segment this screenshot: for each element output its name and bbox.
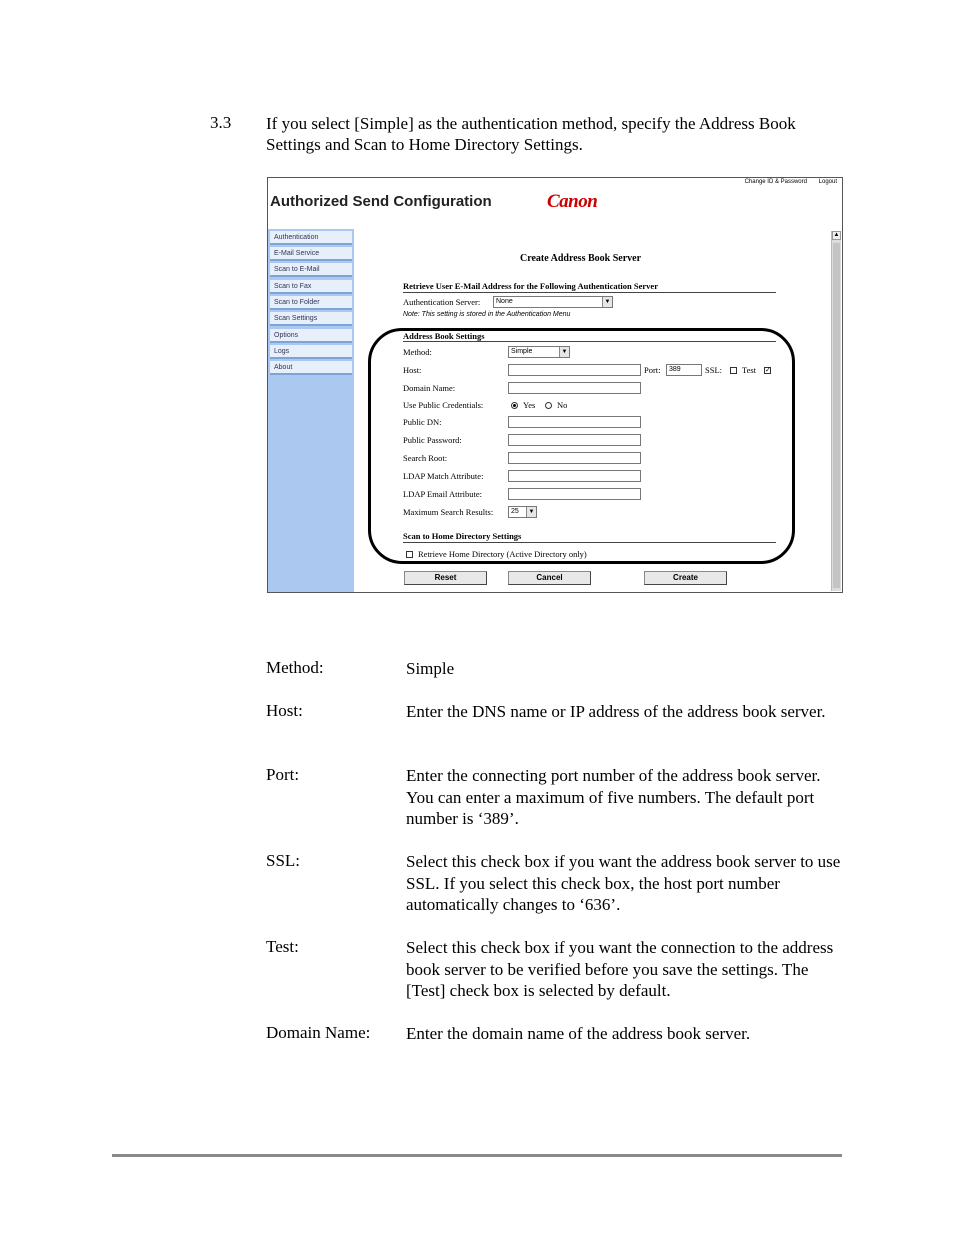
public-credentials-label: Use Public Credentials: xyxy=(403,400,484,410)
logout-link[interactable]: Logout xyxy=(818,179,837,185)
address-book-section-heading: Address Book Settings xyxy=(403,331,485,341)
config-screenshot xyxy=(267,177,843,593)
def-term-method: Method: xyxy=(266,658,324,677)
auth-server-value: None xyxy=(496,298,513,305)
top-links xyxy=(735,179,837,185)
method-value: Simple xyxy=(511,348,533,355)
port-label: Port: xyxy=(644,365,661,375)
ssl-label: SSL: xyxy=(705,365,723,375)
sidebar-nav xyxy=(268,229,354,592)
highlight-callout xyxy=(368,328,795,564)
nav-item-options[interactable]: Options xyxy=(270,329,352,343)
public-dn-label: Public DN: xyxy=(403,417,442,427)
nav-item-scan-to-fax[interactable]: Scan to Fax xyxy=(270,280,352,294)
scrollbar[interactable] xyxy=(831,231,841,591)
scroll-up-icon[interactable]: ▲ xyxy=(833,232,840,238)
host-label: Host: xyxy=(403,365,422,375)
def-desc-method: Simple xyxy=(406,659,455,678)
app-title: Authorized Send Configuration xyxy=(270,193,492,210)
reset-button[interactable]: Reset xyxy=(404,571,487,585)
nav-item-about[interactable]: About xyxy=(270,361,352,375)
def-term-ssl: SSL: xyxy=(266,851,301,870)
def-desc-host: Enter the DNS name or IP address of the address book server. xyxy=(406,702,826,721)
method-label: Method: xyxy=(403,347,432,357)
def-desc-ssl: Select this check box if you want the address book server to use SSL. If you select this check box, the host port number automatically changes to ‘636’. xyxy=(406,852,841,914)
yes-label: Yes xyxy=(523,400,536,410)
home-directory-section-heading: Scan to Home Directory Settings xyxy=(403,531,522,541)
retrieve-section-heading: Retrieve User E-Mail Address for the Following Authentication Server xyxy=(403,281,658,291)
content-title: Create Address Book Server xyxy=(520,253,642,264)
section-divider xyxy=(403,292,776,293)
nav-item-email-service[interactable]: E-Mail Service xyxy=(270,247,352,261)
nav-item-scan-to-folder[interactable]: Scan to Folder xyxy=(270,296,352,310)
def-term-test: Test: xyxy=(266,937,299,956)
create-button[interactable]: Create xyxy=(644,571,727,585)
change-id-password-link[interactable]: Change ID & Password xyxy=(744,179,807,185)
retrieve-home-label: Retrieve Home Directory (Active Directory only) xyxy=(418,549,587,559)
ldap-email-label: LDAP Email Attribute: xyxy=(403,489,483,499)
nav-item-scan-to-email[interactable]: Scan to E-Mail xyxy=(270,263,352,277)
canon-logo: Canon xyxy=(547,191,598,212)
chevron-down-icon: ▼ xyxy=(602,297,612,307)
cancel-button[interactable]: Cancel xyxy=(508,571,591,585)
step-number: 3.3 xyxy=(210,113,232,132)
ldap-match-label: LDAP Match Attribute: xyxy=(403,471,484,481)
test-checkbox[interactable]: ✓ xyxy=(765,366,771,374)
domain-name-label: Domain Name: xyxy=(403,383,456,393)
chevron-down-icon: ▼ xyxy=(559,347,569,357)
def-desc-port: Enter the connecting port number of the address book server. You can enter a maximum of five numbers. The default port number is ‘389’. xyxy=(406,766,821,828)
nav-item-authentication[interactable]: Authentication xyxy=(270,231,352,245)
search-root-label: Search Root: xyxy=(403,453,448,463)
nav-item-logs[interactable]: Logs xyxy=(270,345,352,359)
nav-item-scan-settings[interactable]: Scan Settings xyxy=(270,312,352,326)
port-input[interactable]: 389 xyxy=(666,364,702,376)
chevron-down-icon: ▼ xyxy=(526,507,536,517)
auth-server-select[interactable] xyxy=(493,296,613,308)
auth-note: Note: This setting is stored in the Authentication Menu xyxy=(403,311,571,318)
auth-server-label: Authentication Server: xyxy=(403,297,481,307)
public-password-label: Public Password: xyxy=(403,435,462,445)
test-label: Test xyxy=(742,365,757,375)
footer-rule xyxy=(112,1154,842,1157)
def-desc-test: Select this check box if you want the connection to the address book server to be verified before you save the settings. The [Test] check box is selected by default. xyxy=(406,938,834,1000)
scrollbar-thumb[interactable] xyxy=(833,243,840,588)
def-term-host: Host: xyxy=(266,701,303,720)
def-term-domain-name: Domain Name: xyxy=(266,1023,371,1042)
no-label: No xyxy=(557,400,568,410)
step-instruction: If you select [Simple] as the authentication method, specify the Address Book Settings and Scan to Home Directory Settings. xyxy=(266,114,796,154)
max-results-label: Maximum Search Results: xyxy=(403,507,494,517)
max-results-value: 25 xyxy=(511,508,519,515)
def-desc-domain-name: Enter the domain name of the address book server. xyxy=(406,1024,751,1043)
def-term-port: Port: xyxy=(266,765,300,784)
